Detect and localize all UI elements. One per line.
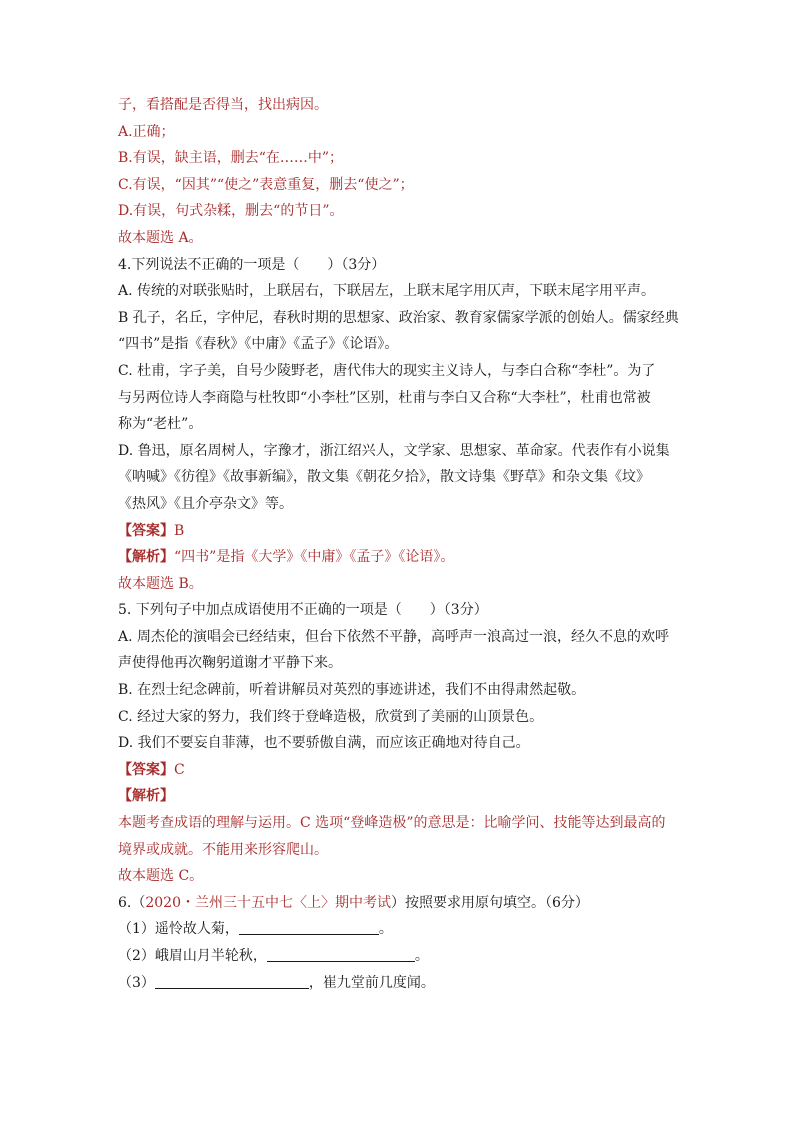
question-6-stem [118, 890, 688, 917]
text-line: D.有误，句式杂糅，删去“的节日”。 [118, 203, 344, 220]
question-5-option-a-cont: 声使得他再次鞠躬道谢才平静下来。 [118, 655, 342, 672]
question-5-option-b: B. 在烈士纪念碑前，听着讲解员对英烈的事迹讲述，我们不由得肃然起敬。 [118, 682, 586, 699]
question-4-option-a: A. 传统的对联张贴时，上联居右，下联居左，上联末尾字用仄声，下联末尾字用平声。 [118, 283, 656, 300]
question-4-option-c-cont: 与另两位诗人李商隐与杜牧即“小李杜”区别，杜甫与李白又合称“大李杜”，杜甫也常被 [118, 389, 651, 406]
explanation-tag: 【解析】 [118, 549, 174, 566]
text-line: C.有误，“因其”“使之”表意重复，删去“使之”； [118, 176, 414, 193]
answer-tag: 【答案】 [118, 522, 174, 539]
question-5-option-d: D. 我们不要妄自菲薄，也不要骄傲自满，而应该正确地对待自己。 [118, 735, 530, 752]
text-line: A.正确； [118, 123, 175, 140]
question-6-item-1 [118, 916, 688, 943]
question-number: 6.（ [118, 894, 146, 911]
question-5-option-c: C. 经过大家的努力，我们终于登峰造极，欣赏到了美丽的山顶景色。 [118, 708, 544, 725]
answer-blank[interactable] [239, 918, 379, 935]
question-5-explanation-tag: 【解析】 [118, 788, 174, 805]
question-instruction: ）按照要求用原句填空。（6分） [391, 894, 589, 911]
text-line: B.有误，缺主语，删去“在……中”； [118, 150, 344, 167]
answer-blank[interactable] [267, 945, 415, 962]
text-line: 故本题选 A。 [118, 229, 203, 246]
question-5-conclusion: 故本题选 C。 [118, 868, 204, 885]
question-4-stem: 4.下列说法不正确的一项是（ ）（3分） [118, 256, 386, 273]
answer-value: B [174, 522, 185, 539]
document-page [118, 92, 688, 996]
question-4-conclusion: 故本题选 B。 [118, 575, 203, 592]
question-4-option-c: C. 杜甫，字子美，自号少陵野老，唐代伟大的现实主义诗人，与李白合称“李杜”。为了 [118, 362, 656, 379]
item-suffix: ，崔九堂前几度闻。 [308, 974, 435, 991]
question-4-option-c-cont: 称为“老杜”。 [118, 416, 203, 433]
question-6-item-3 [118, 970, 688, 997]
question-4-option-b-cont: “四书”是指《春秋》《中庸》《孟子》《论语》。 [118, 336, 399, 353]
question-4-option-d-cont: 《热风》《且介亭杂文》等。 [118, 495, 293, 512]
item-suffix: 。 [414, 948, 429, 964]
question-4-option-d: D. 鲁迅，原名周树人，字豫才，浙江绍兴人，文学家、思想家、革命家。代表作有小说集 [118, 442, 670, 459]
item-prompt: （3） [118, 974, 155, 991]
question-source: 2020・兰州三十五中七〈上〉期中考试 [145, 894, 391, 911]
question-5-stem: 5. 下列句子中加点成语使用不正确的一项是（ ）（3分） [118, 602, 488, 619]
question-4-option-d-cont: 《呐喊》《彷徨》《故事新编》，散文集《朝花夕拾》，散文诗集《野草》和杂文集《坟》 [118, 469, 650, 486]
explanation-text: “四书”是指《大学》《中庸》《孟子》《论语》。 [174, 549, 455, 566]
item-suffix: 。 [378, 921, 393, 938]
question-5-option-a: A. 周杰伦的演唱会已经结束，但台下依然不平静，高呼声一浪高过一浪，经久不息的欢呼 [118, 628, 670, 645]
question-4-option-b: B 孔子，名丘，字仲尼，春秋时期的思想家、政治家、教育家儒家学派的创始人。儒家经典 [118, 309, 679, 326]
text-line: 子，看搭配是否得当，找出病因。 [118, 97, 328, 113]
answer-blank[interactable] [155, 972, 309, 989]
item-prompt: （2）峨眉山月半轮秋， [118, 948, 267, 964]
question-4-answer [118, 518, 688, 545]
question-5-explanation-cont: 境界或成就。不能用来形容爬山。 [118, 841, 328, 858]
question-6-item-2 [118, 943, 688, 970]
question-5-explanation: 本题考查成语的理解与运用。C 选项“登峰造极”的意思是：比喻学问、技能等达到最高的 [118, 815, 666, 832]
item-prompt: （1）遥怜故人菊， [118, 921, 239, 938]
question-5-answer [118, 757, 688, 784]
answer-value: C [174, 761, 185, 778]
question-4-explanation [118, 544, 688, 571]
answer-tag: 【答案】 [118, 761, 174, 778]
